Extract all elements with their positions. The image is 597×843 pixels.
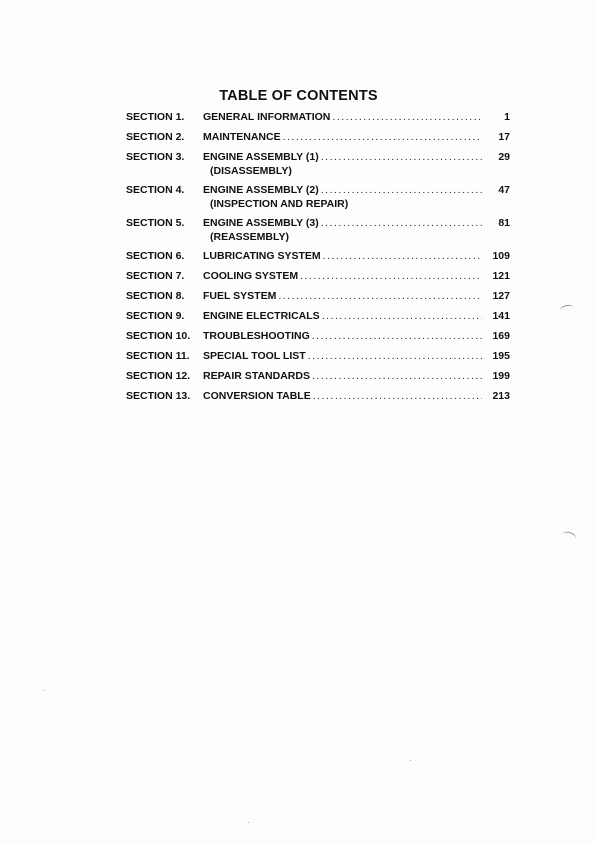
toc-entry-body	[203, 183, 510, 211]
toc-section-number: SECTION 7.	[126, 270, 185, 282]
dot-leader	[322, 309, 482, 323]
toc-entry	[126, 130, 510, 144]
toc-section-title: TROUBLESHOOTING	[203, 330, 310, 342]
page-title: TABLE OF CONTENTS	[219, 87, 378, 104]
scan-speck	[248, 822, 249, 823]
toc-entry-body	[203, 309, 510, 323]
toc-entry-body	[203, 349, 510, 363]
toc-section-title: LUBRICATING SYSTEM	[203, 250, 321, 262]
toc-page-number: 195	[492, 350, 510, 362]
toc-entry	[126, 269, 510, 283]
toc-entry-line	[203, 289, 510, 303]
toc-section-number: SECTION 5.	[126, 217, 185, 229]
toc-entry-body	[203, 110, 510, 124]
toc-entry-body	[203, 249, 510, 263]
dot-leader	[308, 349, 482, 363]
toc-entry	[126, 289, 510, 303]
toc-page-number: 109	[492, 250, 510, 262]
toc-entry-line	[203, 130, 510, 144]
toc-entry	[126, 389, 510, 403]
dot-leader	[323, 249, 482, 263]
toc-section-title: SPECIAL TOOL LIST	[203, 350, 306, 362]
toc-entry	[126, 329, 510, 343]
toc-entry-line	[203, 349, 510, 363]
toc-entry-line	[203, 309, 510, 323]
toc-section-number: SECTION 2.	[126, 131, 185, 143]
toc-page-number: 1	[504, 111, 510, 123]
dot-leader	[321, 183, 482, 197]
toc-section-number: SECTION 12.	[126, 370, 191, 382]
toc-section-title: REPAIR STANDARDS	[203, 370, 310, 382]
toc-section-subtitle: (REASSEMBLY)	[210, 231, 289, 243]
toc-entry	[126, 249, 510, 263]
toc-section-number: SECTION 1.	[126, 111, 185, 123]
toc-entry-body	[203, 369, 510, 383]
table-of-contents	[126, 110, 510, 409]
dot-leader	[283, 130, 482, 144]
toc-entry	[126, 150, 510, 178]
toc-page-number: 29	[498, 151, 510, 163]
toc-entry-body	[203, 269, 510, 283]
toc-page-number: 81	[498, 217, 510, 229]
toc-section-subtitle: (DISASSEMBLY)	[210, 165, 292, 177]
toc-entry-line	[203, 269, 510, 283]
toc-entry	[126, 216, 510, 244]
toc-section-number: SECTION 13.	[126, 390, 191, 402]
toc-section-title: CONVERSION TABLE	[203, 390, 311, 402]
toc-section-number: SECTION 11.	[126, 350, 190, 362]
scan-speck	[44, 690, 45, 691]
toc-section-title: ENGINE ASSEMBLY (1)	[203, 151, 319, 163]
toc-section-number: SECTION 6.	[126, 250, 185, 262]
toc-page-number: 213	[492, 390, 510, 402]
toc-entry-line	[203, 249, 510, 263]
toc-entry-line	[203, 150, 510, 164]
scan-artifact-mark	[561, 530, 577, 543]
toc-section-number: SECTION 3.	[126, 151, 185, 163]
toc-section-subtitle: (INSPECTION AND REPAIR)	[210, 198, 349, 210]
dot-leader	[300, 269, 482, 283]
toc-entry-body	[203, 150, 510, 178]
toc-section-title: GENERAL INFORMATION	[203, 111, 331, 123]
toc-section-number: SECTION 8.	[126, 290, 185, 302]
scan-artifact-mark	[559, 304, 575, 316]
toc-section-title: MAINTENANCE	[203, 131, 281, 143]
toc-page-number: 47	[498, 184, 510, 196]
toc-section-number: SECTION 9.	[126, 310, 185, 322]
toc-section-title: COOLING SYSTEM	[203, 270, 299, 282]
dot-leader	[278, 289, 482, 303]
toc-entry-body	[203, 289, 510, 303]
toc-entry-body	[203, 130, 510, 144]
toc-section-title: ENGINE ASSEMBLY (3)	[203, 217, 319, 229]
toc-entry-line	[203, 216, 510, 230]
toc-page-number: 169	[492, 330, 510, 342]
toc-entry-body	[203, 389, 510, 403]
dot-leader	[312, 369, 482, 383]
toc-entry-line	[203, 389, 510, 403]
toc-page-number: 17	[498, 131, 510, 143]
toc-section-title: ENGINE ELECTRICALS	[203, 310, 320, 322]
toc-entry	[126, 110, 510, 124]
toc-entry-body	[203, 329, 510, 343]
toc-entry	[126, 183, 510, 211]
toc-section-title: ENGINE ASSEMBLY (2)	[203, 184, 319, 196]
toc-page-number: 127	[492, 290, 510, 302]
toc-section-number: SECTION 4.	[126, 184, 185, 196]
toc-page-number: 121	[492, 270, 510, 282]
toc-entry-line	[203, 110, 510, 124]
toc-section-number: SECTION 10.	[126, 330, 191, 342]
scan-speck	[410, 760, 411, 761]
dot-leader	[321, 150, 482, 164]
dot-leader	[321, 216, 482, 230]
toc-entry	[126, 349, 510, 363]
toc-entry-line	[203, 369, 510, 383]
toc-entry	[126, 369, 510, 383]
toc-section-title: FUEL SYSTEM	[203, 290, 277, 302]
toc-page-number: 141	[492, 310, 510, 322]
dot-leader	[312, 329, 482, 343]
toc-entry	[126, 309, 510, 323]
toc-entry-line	[203, 329, 510, 343]
toc-entry-line	[203, 183, 510, 197]
dot-leader	[332, 110, 482, 124]
toc-entry-body	[203, 216, 510, 244]
toc-page-number: 199	[492, 370, 510, 382]
dot-leader	[313, 389, 482, 403]
